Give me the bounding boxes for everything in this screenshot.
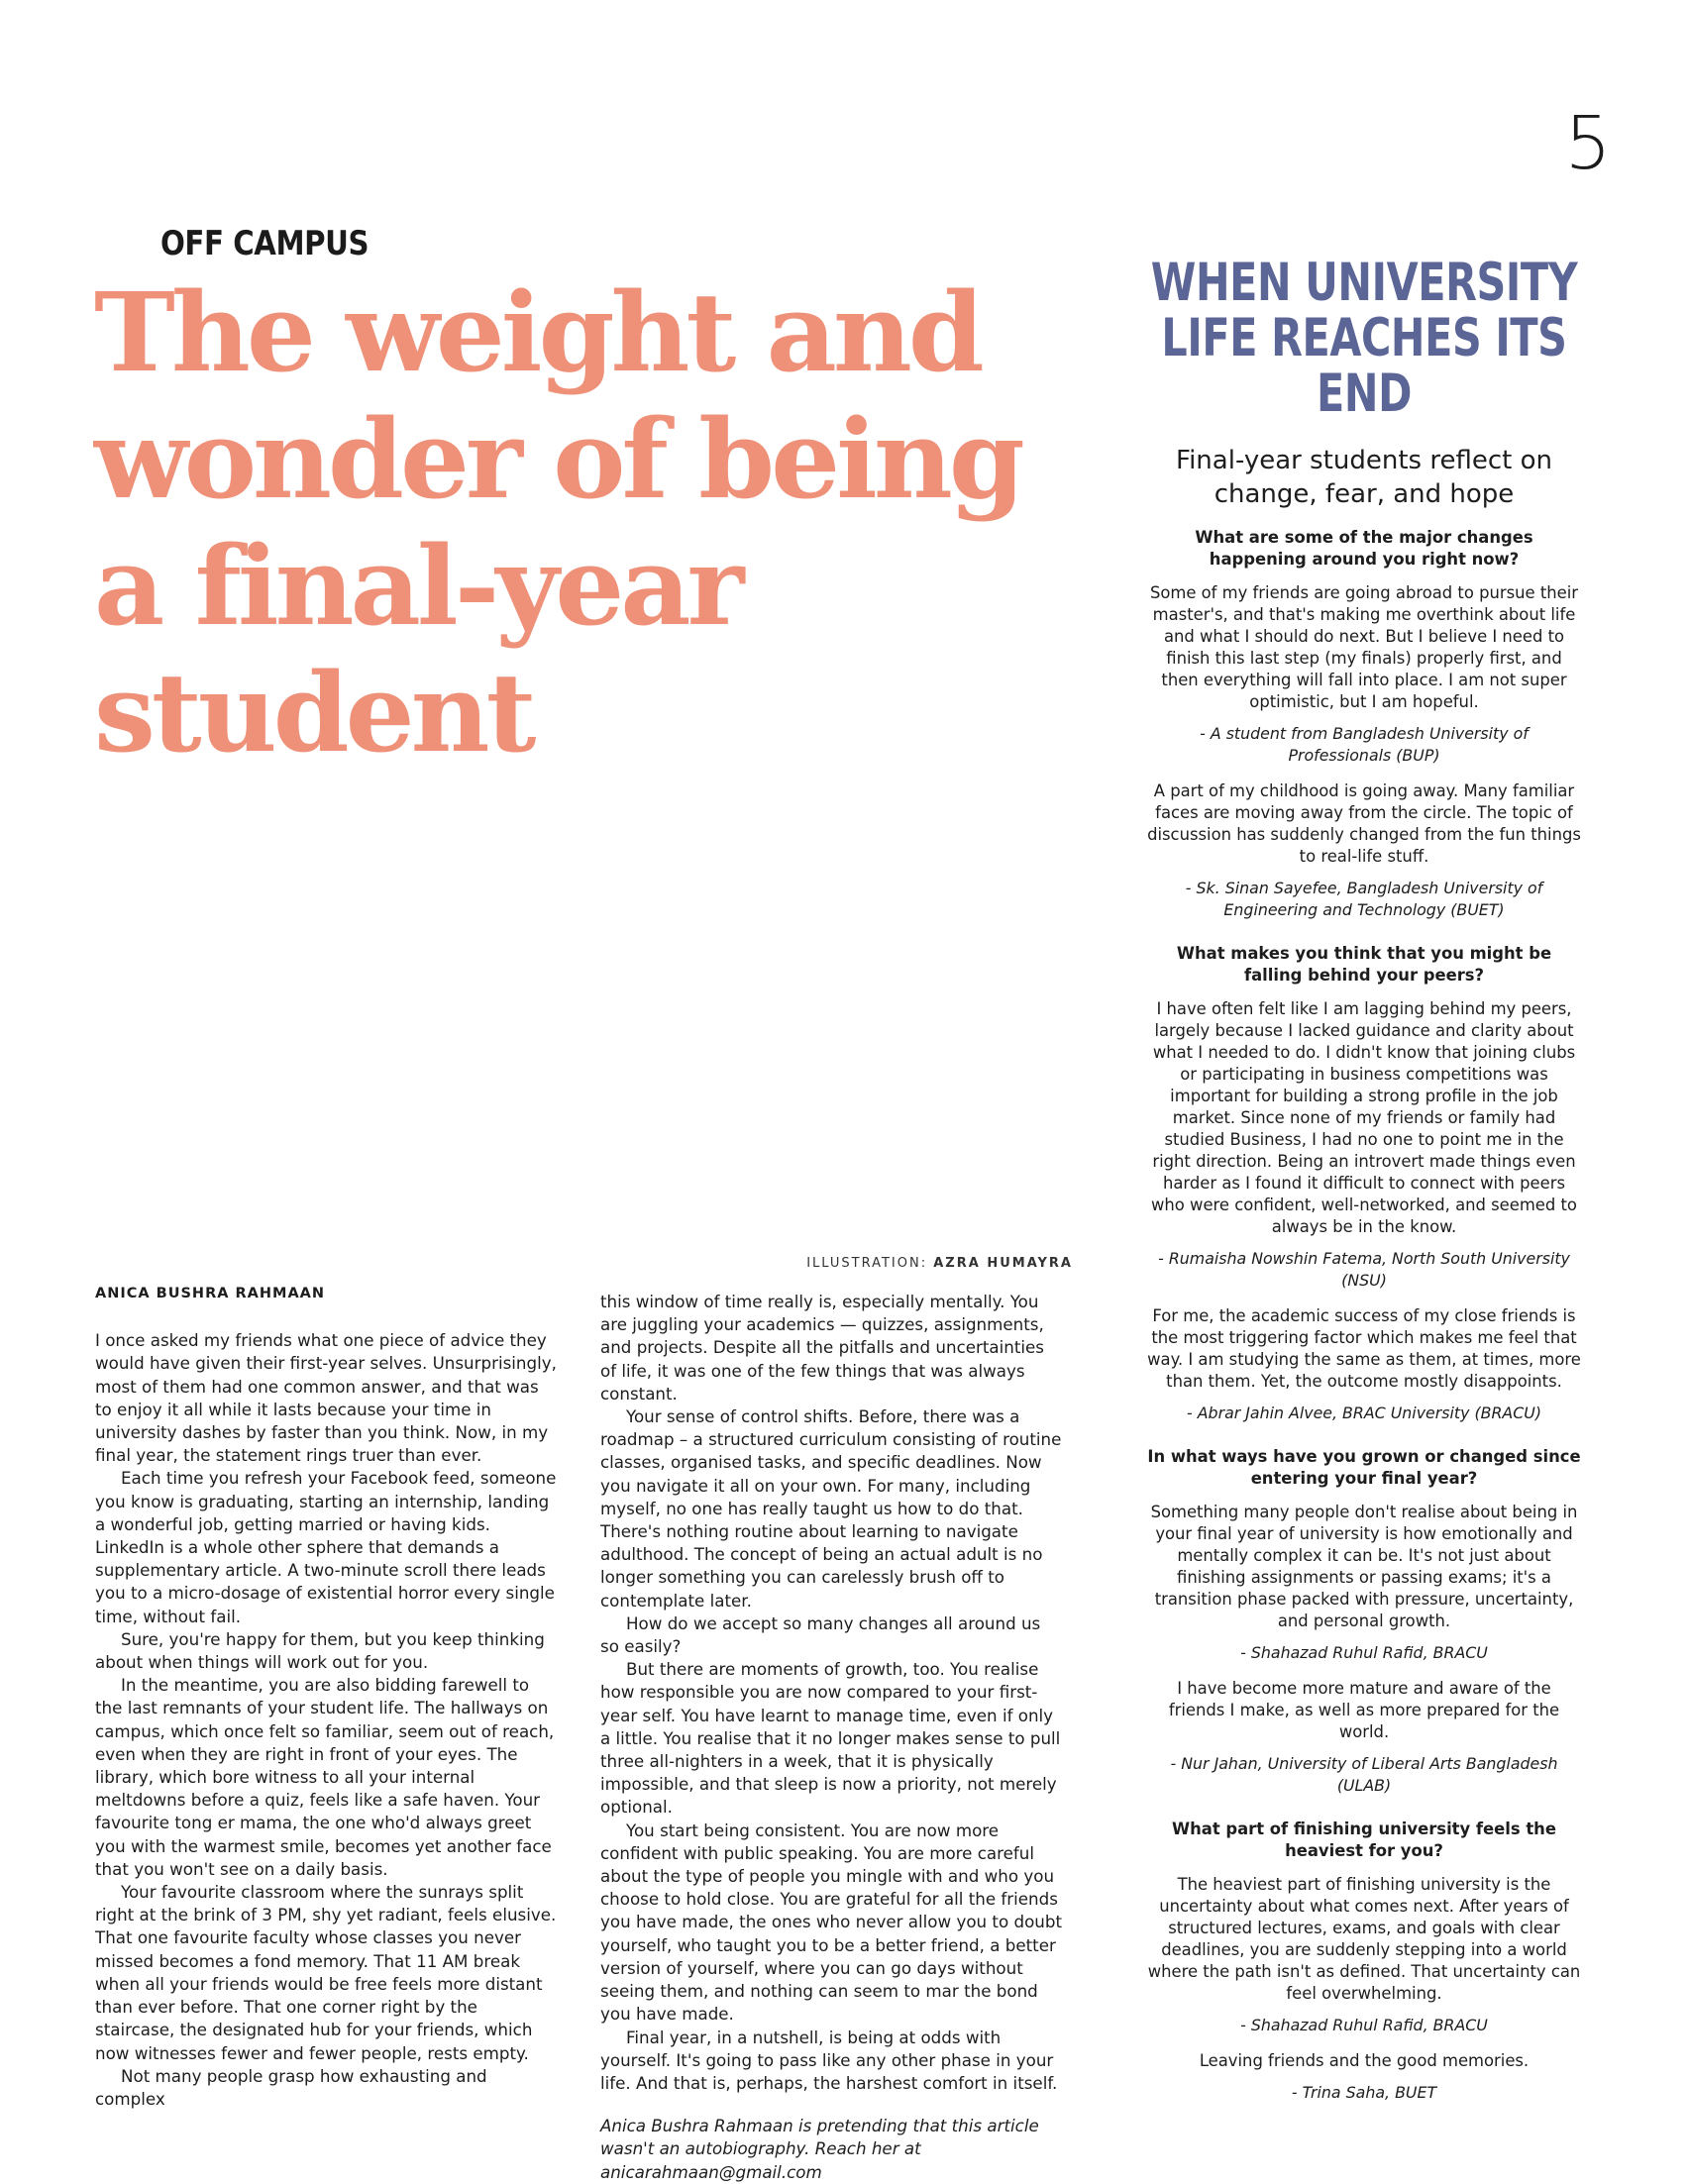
article-paragraph: Not many people grasp how exhausting and complex — [95, 2065, 487, 2109]
sidebar-question: What part of finishing university feels the heaviest for you? — [1172, 1820, 1556, 1860]
sidebar-answer: For me, the academic success of my close friends is the most triggering factor which makes me feel that way. I am studying the same as them, at times, more than them. Yet, the outcome mostly disappoints. — [1147, 1306, 1581, 1391]
sidebar-answer: A part of my childhood is going away. Many familiar faces are moving away from the circle. The topic of discussion has suddenly changed from the fun things to real-life stuff. — [1147, 781, 1581, 866]
article-paragraph: this window of time really is, especially mentally. You are juggling your academics — quizzes, assignments, and projects. Despite all the pitfalls and uncertainties of life, it was one of the few things that was always constant. — [600, 1292, 1044, 1404]
headline: The weight and wonder of being a final-year student — [94, 268, 1021, 777]
sidebar-attribution: - Nur Jahan, University of Liberal Arts Bangladesh (ULAB) — [1170, 1754, 1558, 1795]
article-paragraph: You start being consistent. You are now more confident with public speaking. You are more careful about the type of people you mingle with and who you choose to hold close. You are grateful for all the friends you have made, the ones who never allow you to doubt yourself, who taught you to be a better friend, a better version of yourself, where you can go days without seeing them, and nothing can seem to mar the bond you have made. — [600, 1820, 1062, 2025]
article-column-2 — [600, 1291, 1062, 2184]
page-number: 5 — [1564, 101, 1612, 186]
article-paragraph: I once asked my friends what one piece of advice they would have given their first-year selves. Unsurprisingly, most of them had one common answer, and that was to enjoy it all while it lasts because your time in university dashes by faster than you think. Now, in my final year, the statement rings truer than ever. — [95, 1330, 557, 1466]
illustration-area — [94, 644, 1075, 1238]
sidebar-attribution: - Sk. Sinan Sayefee, Bangladesh University of Engineering and Technology (BUET) — [1185, 879, 1543, 919]
article-paragraph: Sure, you're happy for them, but you keep thinking about when things will work out for you. — [95, 1628, 545, 1673]
sidebar-answer: Some of my friends are going abroad to pursue their master's, and that's making me overthink about life and what I should do next. But I believe I need to finish this last step (my finals) properly first, and then everything will fall into place. I am not super optimistic, but I am hopeful. — [1149, 583, 1579, 711]
sidebar-subtitle: Final-year students reflect on change, fear, and hope — [1176, 446, 1552, 509]
sidebar-attribution: - A student from Bangladesh University of Professionals (BUP) — [1200, 724, 1529, 765]
sidebar-attribution: - Abrar Jahin Alvee, BRAC University (BRACU) — [1187, 1404, 1541, 1422]
article-paragraph: Your favourite classroom where the sunrays split right at the brink of 3 PM, shy yet radiant, feels elusive. That one favourite faculty whose classes you never missed becomes a fond memory. That 11 AM break when all your friends would be free feels more distant than ever before. That one corner right by the staircase, the designated hub for your friends, which now witnesses fewer and fewer people, rests empty. — [95, 1882, 557, 2063]
sidebar-answer: The heaviest part of finishing university is the uncertainty about what comes next. After years of structured lectures, exams, and goals with clear deadlines, you are suddenly stepping into a world where the path isn't as defined. That uncertainty can feel overwhelming. — [1147, 1875, 1581, 2003]
sidebar-answer: I have become more mature and aware of the friends I make, as well as more prepared for the world. — [1168, 1679, 1560, 1741]
article-column-1 — [95, 1283, 557, 2111]
section-label: OFF CAMPUS — [160, 224, 369, 263]
sidebar-attribution: - Trina Saha, BUET — [1291, 2083, 1437, 2102]
article-paragraph: But there are moments of growth, too. You realise how responsible you are now compared to your first-year self. You have learnt to manage time, even if only a little. You realise that it no longer makes sense to pull three all-nighters in a week, that it is physically impossible, and that sleep is now a priority, not merely optional. — [600, 1659, 1061, 1818]
sidebar-question: What makes you think that you might be falling behind your peers? — [1176, 944, 1552, 985]
sidebar-answer: I have often felt like I am lagging behind my peers, largely because I lacked guidance and clarity about what I needed to do. I didn't know that joining clubs or participating in business competitions was important for building a strong profile in the job market. Since none of my friends or family had studied Business, I had no one to point me in the right direction. Being an introvert made things even harder as I found it difficult to connect with peers who were confident, well-networked, and seemed to always be in the know. — [1151, 999, 1577, 1236]
article-paragraph: Each time you refresh your Facebook feed, someone you know is graduating, starting an internship, landing a wonderful job, getting married or having kids. LinkedIn is a whole other sphere that demands a supplementary article. A two-minute scroll there leads you to a micro-dosage of existential horror every single time, without fail. — [95, 1468, 557, 1626]
illustration-credit — [728, 1256, 1073, 1271]
sidebar-answer: Leaving friends and the good memories. — [1199, 2051, 1530, 2070]
sidebar-attribution: - Rumaisha Nowshin Fatema, North South University (NSU) — [1158, 1249, 1570, 1290]
sidebar-title: WHEN UNIVERSITY LIFE REACHES ITS END — [1150, 253, 1578, 424]
sidebar — [1147, 253, 1581, 2118]
article-paragraph: Final year, in a nutshell, is being at odds with yourself. It's going to pass like any other phase in your life. And that is, perhaps, the harshest comfort in itself. — [600, 2027, 1058, 2093]
sidebar-answer: Something many people don't realise about being in your final year of university is how emotionally and mentally complex it can be. It's not just about finishing assignments or passing exams; it's a transition phase packed with pressure, uncertainty, and personal growth. — [1150, 1503, 1578, 1630]
article-paragraph: Your sense of control shifts. Before, there was a roadmap – a structured curriculum consisting of routine classes, organised tasks, and specific deadlines. Now you navigate it all on your own. For many, including myself, no one has really taught us how to do that. There's nothing routine about learning to navigate adulthood. The concept of being an actual adult is no longer something you can carelessly brush off to contemplate later. — [600, 1406, 1062, 1611]
sidebar-attribution: - Shahazad Ruhul Rafid, BRACU — [1240, 1643, 1488, 1662]
illustration-credit-name: AZRA HUMAYRA — [933, 1256, 1073, 1271]
byline: ANICA BUSHRA RAHMAAN — [95, 1286, 326, 1301]
author-bio: Anica Bushra Rahmaan is pretending that this article wasn't an autobiography. Reach her at anicarahmaan@gmail.com — [600, 2116, 1039, 2182]
illustration-credit-label: ILLUSTRATION: — [806, 1256, 928, 1271]
sidebar-question: In what ways have you grown or changed since entering your final year? — [1147, 1447, 1581, 1488]
article-paragraph: In the meantime, you are also bidding farewell to the last remnants of your student life. The hallways on campus, which once felt so familiar, seem out of reach, even when they are right in front of your eyes. The library, which bore witness to all your internal meltdowns before a quiz, feels like a safe haven. Your favourite tong er mama, the one who'd always greet you with the warmest smile, becomes yet another face that you won't see on a daily basis. — [95, 1675, 555, 1879]
sidebar-question: What are some of the major changes happening around you right now? — [1195, 528, 1533, 569]
sidebar-attribution: - Shahazad Ruhul Rafid, BRACU — [1240, 2016, 1488, 2034]
article-paragraph: How do we accept so many changes all around us so easily? — [600, 1612, 1041, 1657]
